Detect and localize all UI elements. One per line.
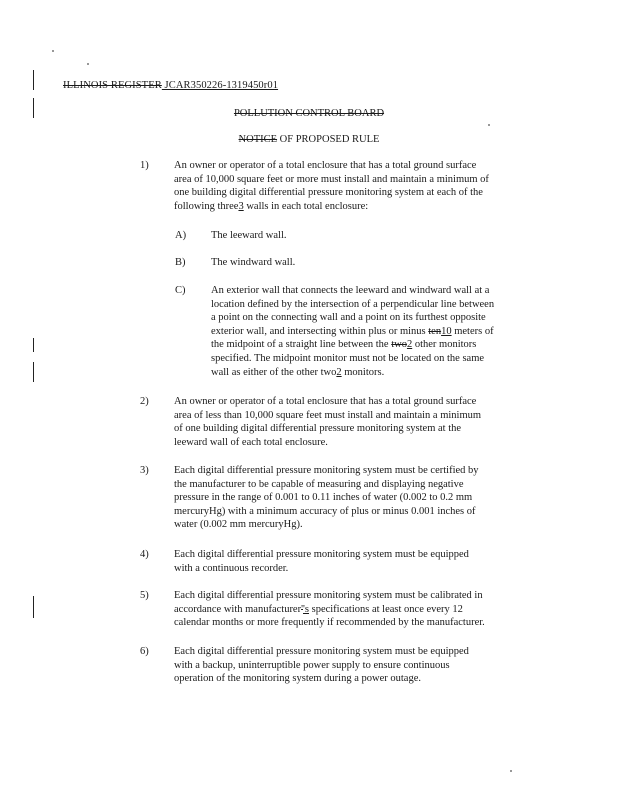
register-id: JCAR350226-1319450r01 — [161, 80, 279, 91]
item-text — [174, 589, 540, 630]
inserted-text: 's — [303, 603, 309, 615]
revision-bar — [33, 362, 34, 382]
inserted-text: 2 — [336, 366, 342, 378]
text-run: following three — [174, 200, 239, 212]
text-line — [174, 436, 540, 450]
text-line — [211, 284, 540, 298]
item-number: 1) — [140, 160, 149, 171]
inserted-text: 10 — [441, 325, 452, 337]
item-text — [174, 548, 540, 575]
text-line — [174, 518, 540, 532]
sub-item-label: B) — [175, 257, 186, 268]
text-line — [174, 659, 540, 673]
text-line — [211, 366, 540, 380]
text-run: Each digital differential pressure monitoring system must be equipped — [174, 549, 469, 560]
text-run: with a backup, uninterruptible power supply to ensure continuous — [174, 659, 450, 671]
sub-item-text — [211, 229, 540, 243]
item-number: 2) — [140, 396, 149, 407]
text-line — [174, 645, 540, 659]
text-run: exterior wall, and intersecting within plus or minus — [211, 325, 429, 337]
text-run: The windward wall. — [211, 257, 296, 268]
text-line — [174, 478, 540, 492]
item-number: 4) — [140, 549, 149, 560]
scan-speck — [87, 63, 89, 65]
text-line — [211, 352, 540, 366]
text-run: monitors. — [341, 366, 385, 378]
text-run: of one building digital differential pressure monitoring system at the — [174, 423, 462, 435]
revision-bar — [33, 338, 34, 352]
revision-bar — [33, 70, 34, 90]
text-line — [174, 491, 540, 505]
inserted-text: 3 — [238, 200, 244, 212]
text-line — [174, 422, 540, 436]
text-run: walls in each total enclosure: — [243, 200, 369, 212]
text-line — [211, 325, 540, 339]
text-run: accordance with manufacturer — [174, 603, 302, 615]
text-line — [211, 298, 540, 312]
text-line — [174, 616, 540, 630]
text-run: Each digital differential pressure monitoring system must be equipped — [174, 646, 469, 657]
text-line — [174, 589, 540, 603]
notice-rest: OF PROPOSED RULE — [277, 134, 380, 145]
text-run: a point on the connecting wall and a point on its furthest opposite — [211, 312, 486, 324]
item-number: 6) — [140, 646, 149, 657]
text-run: leeward wall of each total enclosure. — [174, 436, 328, 448]
text-run: An owner or operator of a total enclosure that has a total ground surface — [174, 396, 477, 407]
text-line — [174, 603, 540, 617]
text-line — [174, 464, 540, 478]
text-run: the manufacturer to be capable of measuring and displaying negative — [174, 478, 464, 490]
item-text — [174, 159, 540, 213]
inserted-text: 2 — [406, 339, 413, 351]
text-line — [174, 173, 540, 187]
text-line — [174, 186, 540, 200]
text-run: The leeward wall. — [211, 230, 287, 241]
deleted-text: ten — [428, 325, 442, 337]
sub-item-label: A) — [175, 230, 187, 241]
item-text — [174, 395, 540, 449]
text-line — [174, 505, 540, 519]
deleted-text: two — [391, 339, 407, 351]
text-line — [211, 338, 540, 352]
board-title: POLLUTION CONTROL BOARD — [233, 108, 385, 119]
item-number: 5) — [140, 590, 149, 601]
text-run: water (0.002 mm mercuryHg). — [174, 519, 303, 531]
notice-title — [0, 133, 618, 147]
sub-item-text — [211, 284, 540, 379]
item-text — [174, 464, 540, 532]
text-run: Each digital differential pressure monitoring system must be certified by — [174, 465, 479, 476]
sub-item-text — [211, 256, 540, 270]
text-line — [174, 200, 540, 214]
item-number: 3) — [140, 465, 149, 476]
text-run: Each digital differential pressure monitoring system must be calibrated in — [174, 590, 483, 601]
text-line — [174, 672, 540, 686]
scan-speck — [510, 770, 512, 772]
revision-bar — [33, 596, 34, 618]
sub-item-label: C) — [175, 285, 186, 296]
notice-word-struck: NOTICE — [238, 134, 278, 145]
text-run: specifications at least once every 12 — [308, 603, 463, 615]
text-run: location defined by the intersection of a perpendicular line between — [211, 298, 495, 310]
scan-speck — [488, 124, 490, 126]
text-run: with a continuous recorder. — [174, 562, 289, 574]
text-line — [211, 311, 540, 325]
scan-speck — [52, 50, 54, 52]
text-run: An exterior wall that connects the leeward and windward wall at a — [211, 285, 490, 296]
text-run: one building digital differential pressure monitoring system at each of the — [174, 187, 483, 199]
text-line — [174, 562, 540, 576]
text-run: calendar months or more frequently if recommended by the manufacturer. — [174, 617, 485, 629]
text-run: wall as either of the other two — [211, 366, 337, 378]
deleted-text: ' — [301, 603, 303, 615]
text-run: other monitors — [412, 339, 477, 351]
text-run: meters of — [451, 325, 494, 337]
text-run: area of less than 10,000 square feet must install and maintain a minimum — [174, 409, 482, 421]
text-line — [174, 395, 540, 409]
text-line — [174, 548, 540, 562]
item-text — [174, 645, 540, 686]
text-run: An owner or operator of a total enclosure that has a total ground surface — [174, 160, 477, 171]
text-line — [174, 409, 540, 423]
register-header — [63, 79, 278, 93]
text-run: the midpoint of a straight line between the — [211, 339, 392, 351]
text-run: mercuryHg) with a minimum accuracy of plus or minus 0.001 inches of — [174, 505, 476, 517]
text-run: pressure in the range of 0.001 to 0.11 inches of water (0.002 to 0.2 mm — [174, 492, 473, 504]
text-run: area of 10,000 square feet or more must install and maintain a minimum of — [174, 173, 489, 185]
register-title-struck: ILLINOIS REGISTER — [63, 80, 162, 91]
text-run: specified. The midpoint monitor must not be located on the same — [211, 352, 485, 364]
text-line — [211, 229, 540, 243]
text-line — [211, 256, 540, 270]
text-line — [174, 159, 540, 173]
text-run: operation of the monitoring system during a power outage. — [174, 673, 421, 685]
